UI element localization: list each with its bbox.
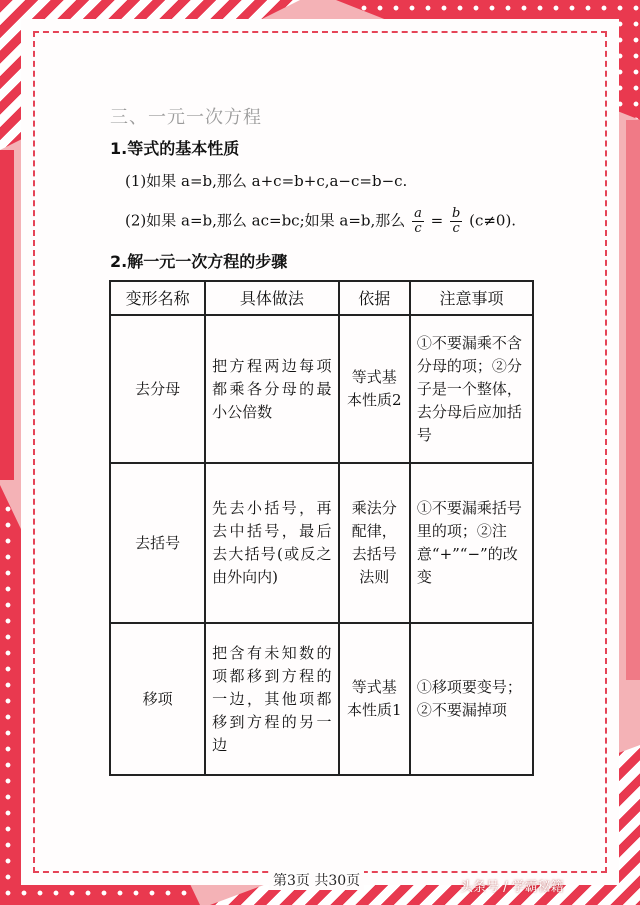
step-notes: ①移项要变号；②不要漏掉项 bbox=[410, 623, 533, 775]
step-basis: 等式基本性质1 bbox=[339, 623, 410, 775]
table-row bbox=[110, 463, 533, 623]
fraction-denominator: c bbox=[414, 221, 422, 236]
property-2-suffix: (c≠0). bbox=[469, 211, 517, 230]
header-cell: 注意事项 bbox=[410, 281, 533, 315]
decor-band-left bbox=[0, 150, 14, 480]
fraction-numerator: b bbox=[451, 206, 461, 221]
property-2 bbox=[125, 207, 516, 236]
table-row bbox=[110, 623, 533, 775]
steps-table bbox=[109, 280, 534, 776]
step-method: 把方程两边每项都乘各分母的最小公倍数 bbox=[205, 315, 338, 463]
property-2-prefix: (2)如果 a=b,那么 ac=bc;如果 a=b,那么 bbox=[125, 211, 406, 230]
fraction-b-over-c bbox=[450, 207, 462, 236]
step-notes: ①不要漏乘不含分母的项；②分子是一个整体，去分母后应加括号 bbox=[410, 315, 533, 463]
table-row bbox=[110, 315, 533, 463]
heading-solving-steps: 2.解一元一次方程的步骤 bbox=[110, 252, 288, 271]
step-name: 去括号 bbox=[110, 463, 205, 623]
fraction-a-over-c bbox=[412, 207, 424, 236]
step-basis: 等式基本性质2 bbox=[339, 315, 410, 463]
fraction-numerator: a bbox=[414, 206, 422, 221]
table-header-row bbox=[110, 281, 533, 315]
step-method: 先去小括号，再去中括号，最后去大括号(或反之由外向内) bbox=[205, 463, 338, 623]
step-name: 移项 bbox=[110, 623, 205, 775]
property-1: (1)如果 a=b,那么 a+c=b+c,a−c=b−c. bbox=[125, 172, 408, 190]
step-name: 去分母 bbox=[110, 315, 205, 463]
step-basis: 乘法分配律，去括号法则 bbox=[339, 463, 410, 623]
header-cell: 具体做法 bbox=[205, 281, 338, 315]
watermark: 头条号 / 学霸秘籍 bbox=[460, 880, 564, 895]
page-number: 第3页 共30页 bbox=[269, 870, 364, 890]
header-cell: 依据 bbox=[339, 281, 410, 315]
fraction-denominator: c bbox=[452, 221, 460, 236]
step-method: 把含有未知数的项都移到方程的一边，其他项都移到方程的另一边 bbox=[205, 623, 338, 775]
equals-sign: = bbox=[430, 211, 444, 230]
step-notes: ①不要漏乘括号里的项；②注意“+”“−”的改变 bbox=[410, 463, 533, 623]
heading-equation-properties: 1.等式的基本性质 bbox=[110, 139, 240, 158]
decor-band-right bbox=[626, 120, 640, 680]
section-title: 三、一元一次方程 bbox=[110, 107, 262, 128]
header-cell: 变形名称 bbox=[110, 281, 205, 315]
